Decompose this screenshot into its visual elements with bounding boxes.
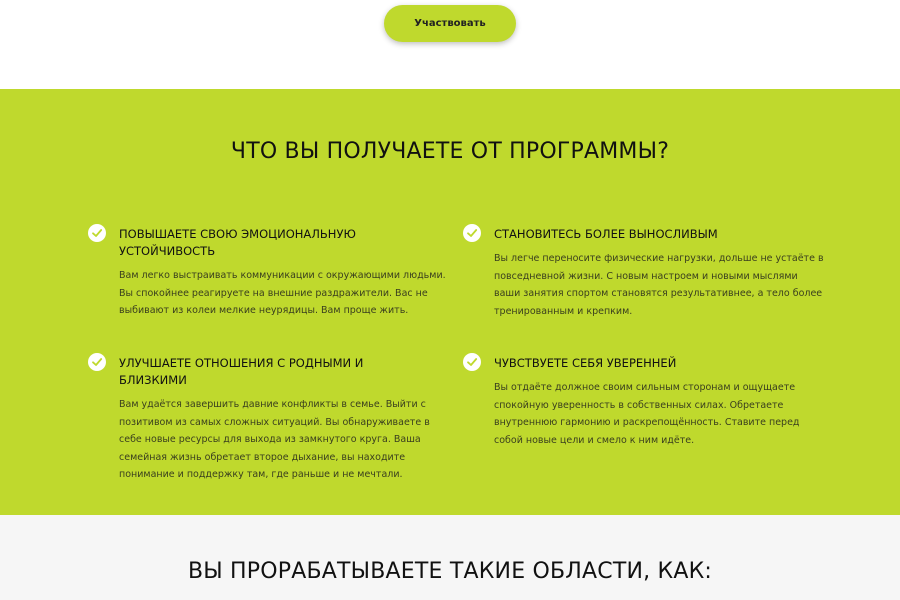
benefit-text: Вам легко выстраивать коммуникации с окружающими людьми. Вы спокойнее реагируете на внешние раздражители. Вас не выбивают из колеи мелкие неурядицы. Вам проще жить.: [119, 270, 446, 317]
benefits-title: ЧТО ВЫ ПОЛУЧАЕТЕ ОТ ПРОГРАММЫ?: [230, 139, 670, 164]
participate-button[interactable]: Участвовать: [384, 5, 516, 42]
benefit-title: СТАНОВИТЕСЬ БОЛЕЕ ВЫНОСЛИВЫМ: [494, 227, 718, 241]
benefit-text: Вы отдаёте должное своим сильным сторонам и ощущаете спокойную уверенность в собственных силах. Обретаете внутреннюю гармонию и раскрепощённость. Ставите перед собой новые цели и смело к ним идёте.: [494, 382, 800, 446]
areas-section: [0, 515, 900, 600]
top-section: [0, 0, 900, 89]
check-icon: [463, 224, 481, 242]
benefit-text: Вы легче переносите физические нагрузки, дольше не устаёте в повседневной жизни. С новым настроем и новыми мыслями ваши занятия спортом становятся результативнее, а тело более тренированным и крепким.: [494, 253, 824, 317]
benefit-title: ПОВЫШАЕТЕ СВОЮ ЭМОЦИОНАЛЬНУЮ УСТОЙЧИВОСТЬ: [119, 227, 356, 258]
benefit-item-emotional-stability: [119, 226, 449, 320]
check-icon: [463, 353, 481, 371]
benefit-item-relationships: [119, 355, 449, 484]
benefit-item-confidence: [494, 355, 824, 449]
check-icon: [88, 224, 106, 242]
benefit-item-endurance: [494, 226, 824, 320]
benefit-text: Вам удаётся завершить давние конфликты в семье. Выйти с позитивом из самых сложных ситуаций. Вы обнаруживаете в себе новые ресурсы для выхода из замкнутого круга. Ваша семейная жизнь обретает второе дыхание, вы находите понимание и поддержку там, где раньше и не мечтали.: [119, 399, 430, 481]
areas-title: ВЫ ПРОРАБАТЫВАЕТЕ ТАКИЕ ОБЛАСТИ, КАК:: [187, 559, 713, 584]
benefit-title: УЛУЧШАЕТЕ ОТНОШЕНИЯ С РОДНЫМИ И БЛИЗКИМИ: [119, 356, 364, 387]
benefits-section: [0, 89, 900, 515]
benefit-title: ЧУВСТВУЕТЕ СЕБЯ УВЕРЕННЕЙ: [494, 356, 677, 370]
check-icon: [88, 353, 106, 371]
